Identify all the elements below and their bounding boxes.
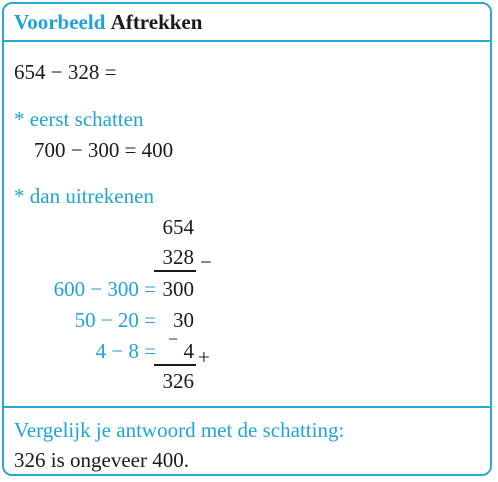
compare-separator [2, 406, 492, 408]
partial-row-tens: 50 − 20 = [74, 308, 156, 332]
partial-result-ones: 4 [183, 339, 194, 363]
minuend: 654 [162, 215, 194, 239]
title-separator [2, 40, 492, 42]
example-title [14, 10, 202, 34]
partial-result-tens: 30 [173, 308, 194, 332]
plus-sign: + [198, 345, 210, 369]
sum-line [154, 270, 196, 272]
partial-row-ones: 4 − 8 = [95, 339, 156, 363]
final-result: 326 [162, 369, 194, 393]
estimate-calculation: 700 − 300 = 400 [34, 138, 174, 162]
compare-answer: 326 is ongeveer 400. [14, 448, 189, 472]
subtrahend: 328 [162, 245, 194, 269]
problem-statement: 654 − 328 = [14, 60, 117, 84]
title-highlight: Voorbeeld [14, 10, 106, 34]
compare-label: Vergelijk je antwoord met de schatting: [14, 418, 345, 442]
partial-result-hundreds: 300 [162, 277, 194, 301]
negative-overbar: − [168, 329, 179, 349]
partial-row-hundreds: 600 − 300 = [53, 277, 156, 301]
compute-label: * dan uitrekenen [14, 184, 154, 208]
estimate-label: * eerst schatten [14, 107, 144, 131]
title-text: Aftrekken [110, 10, 203, 34]
result-line [154, 364, 196, 366]
minus-sign: − [200, 250, 212, 274]
